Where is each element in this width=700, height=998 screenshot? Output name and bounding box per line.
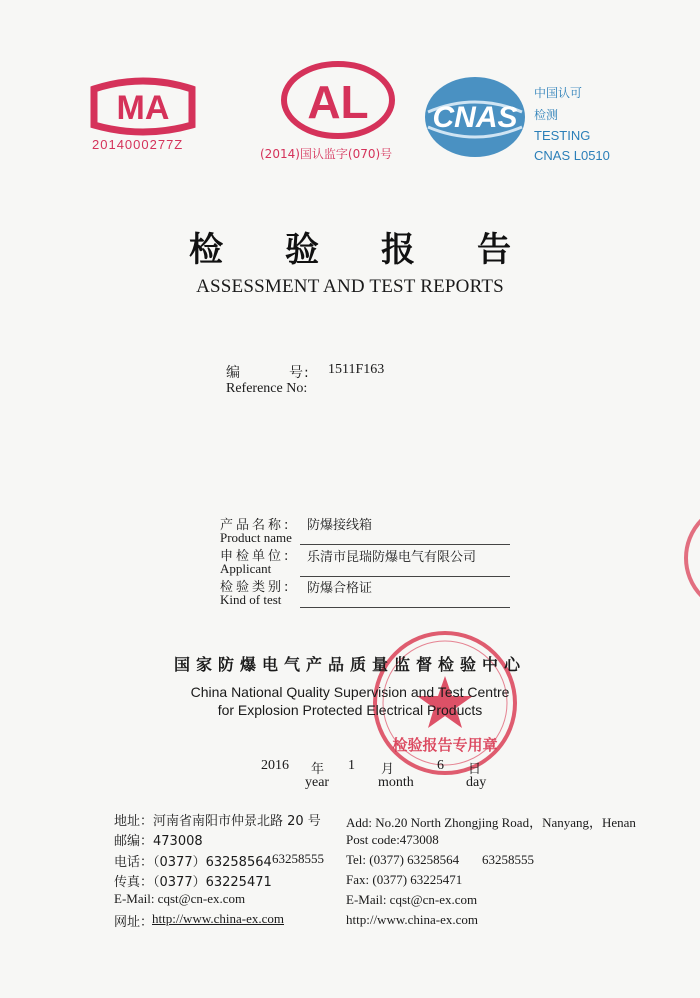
date-day-en: day: [466, 775, 487, 790]
cal-caption: (2014)国认监字(070)号: [260, 147, 393, 161]
cnas-line-4: CNAS L0510: [534, 148, 610, 163]
cal-logo: [258, 60, 418, 170]
cma-seal-icon: [88, 77, 198, 137]
kind-of-test-label-cn: 检验类别:: [220, 580, 292, 595]
cma-logo: [88, 77, 198, 157]
address-cn: 地址：河南省南阳市仲景北路 20 号: [114, 814, 321, 829]
reference-number: 1511F163: [328, 362, 385, 377]
cal-mark: AL: [307, 76, 369, 128]
date-month-value: 1: [348, 758, 355, 773]
applicant-value: 乐清市昆瑞防爆电气有限公司: [307, 550, 477, 565]
kind-of-test-underline: [300, 607, 510, 608]
product-name-underline: [300, 544, 510, 545]
product-name-label-cn: 产品名称:: [220, 518, 292, 533]
partial-stamp-edge: [678, 498, 700, 618]
partial-stamp-icon: [678, 498, 700, 618]
cma-code: 2014000277Z: [92, 137, 184, 152]
kind-of-test-value: 防爆合格证: [307, 581, 373, 596]
date-year-value: 2016: [261, 758, 289, 773]
phone2-en: 63258555: [482, 852, 534, 867]
title-chinese: 检验报告: [189, 230, 573, 270]
cnas-mark: CNAS: [432, 101, 518, 134]
cnas-line-2: 检测: [534, 108, 559, 122]
fax-en: Fax: (0377) 63225471: [346, 872, 463, 887]
cma-mark: MA: [116, 89, 170, 127]
reference-label-en: Reference No:: [226, 381, 308, 396]
cnas-line-3: TESTING: [534, 128, 591, 143]
fax-cn: 传真：（0377）63225471: [114, 875, 272, 890]
date-year-en: year: [305, 775, 330, 790]
cal-seal-icon: [258, 60, 418, 145]
phone-en: Tel: (0377) 63258564: [346, 852, 460, 867]
website-link-en[interactable]: http://www.china-ex.com: [346, 912, 479, 927]
center-name-cn: 国家防爆电气产品质量监督检验中心: [173, 655, 526, 674]
website-link-cn[interactable]: http://www.china-ex.com: [152, 911, 285, 926]
website-label-cn: 网址：: [114, 915, 154, 930]
center-name-en-line1: China National Quality Supervision and Test Centre: [190, 684, 510, 700]
center-name-en-line2: for Explosion Protected Electrical Products: [217, 702, 483, 718]
date-year-cn: 年: [311, 762, 325, 777]
postcode-en: Post code:473008: [346, 832, 439, 847]
date-day-cn: 日: [468, 762, 482, 777]
title-english: ASSESSMENT AND TEST REPORTS: [196, 276, 504, 297]
stamp-text: 检验报告专用章: [392, 736, 498, 754]
cnas-globe-icon: [420, 72, 530, 162]
cnas-line-1: 中国认可: [534, 86, 583, 100]
email-cn: E-Mail: cqst@cn-ex.com: [114, 891, 246, 906]
date-month-en: month: [378, 775, 414, 790]
address-en: Add: No.20 North Zhongjing Road，Nanyang，Henan: [346, 815, 636, 830]
applicant-label-cn: 申检单位:: [220, 549, 292, 564]
kind-of-test-label-en: Kind of test: [220, 592, 282, 607]
date-day-value: 6: [437, 758, 444, 773]
date-month-cn: 月: [381, 762, 395, 777]
postcode-cn: 邮编：473008: [114, 834, 203, 849]
product-name-value: 防爆接线箱: [307, 518, 373, 533]
email-en: E-Mail: cqst@cn-ex.com: [346, 892, 478, 907]
applicant-label-en: Applicant: [220, 561, 272, 576]
product-name-label-en: Product name: [220, 530, 292, 545]
cnas-logo: [420, 72, 620, 172]
phone-cn: 电话：（0377）63258564: [114, 855, 272, 870]
phone2-cn: 63258555: [272, 851, 324, 866]
reference-label-cn: 编 号:: [226, 365, 310, 381]
